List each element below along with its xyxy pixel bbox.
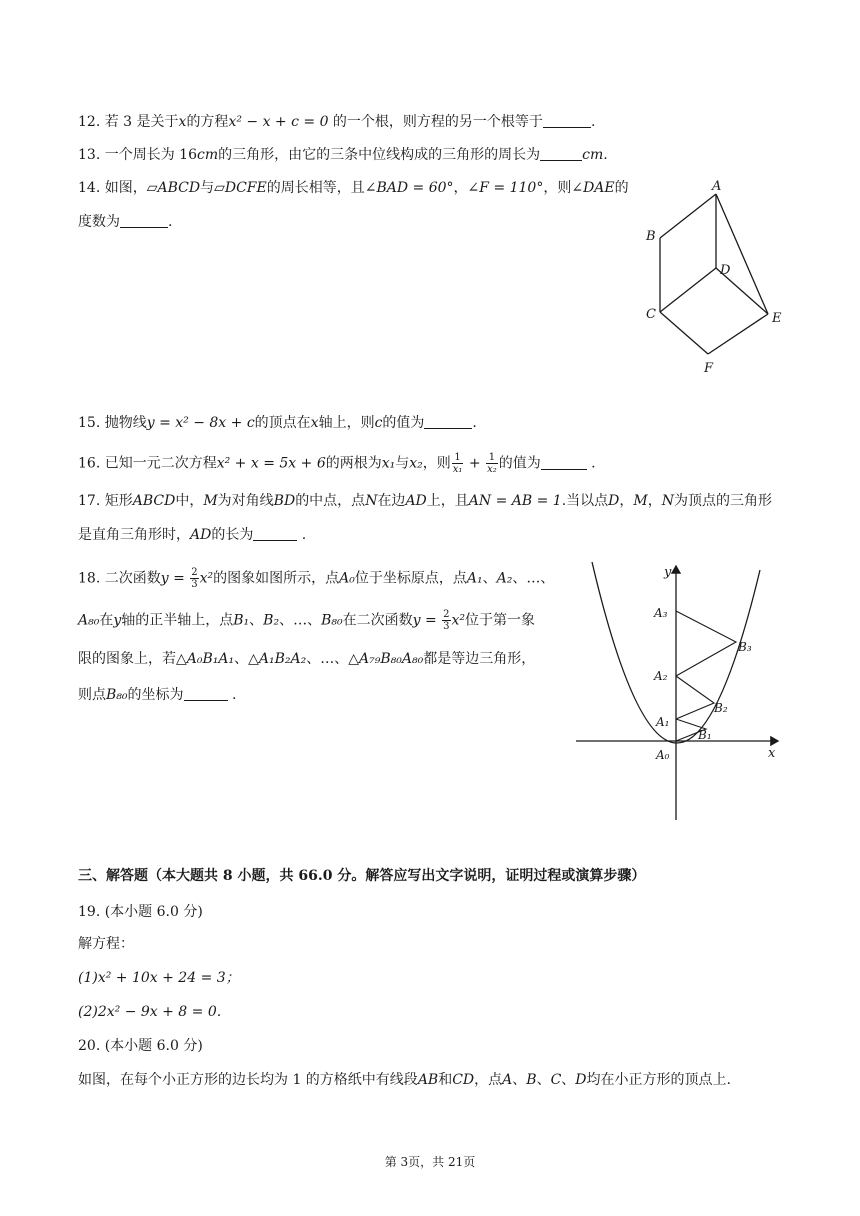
svg-text:A₁: A₁: [656, 715, 670, 729]
question-17-line-2: 是直角三角形时，AD的长为 .: [78, 527, 307, 543]
svg-text:x: x: [768, 746, 776, 761]
label-C: C: [646, 307, 656, 322]
page-footer: 第 3页，共 21页: [384, 1155, 476, 1169]
question-13: 13. 一个周长为 16cm的三角形，由它的三条中位线构成的三角形的周长为 cm.: [78, 147, 608, 163]
answer-blank: [543, 113, 591, 128]
question-14-line-1: 14. 如图，▱ABCD与▱DCFE的周长相等，且∠BAD = 60°，∠F = 110°，则∠DAE的: [78, 180, 629, 196]
svg-text:A₂: A₂: [654, 669, 668, 683]
answer-blank: [253, 526, 297, 541]
answer-blank: [184, 686, 228, 701]
question-19-equation-2: (2)2x² − 9x + 8 = 0.: [78, 1004, 222, 1020]
triangle-3: [676, 611, 736, 676]
answer-blank: [120, 213, 168, 228]
label-E: E: [772, 311, 782, 326]
question-18-line-4: 则点B₈₀的坐标为 .: [78, 687, 237, 703]
parallelogram-figure: [636, 172, 796, 378]
question-19-header: 19. (本小题 6.0 分): [78, 904, 203, 920]
svg-text:y: y: [664, 565, 672, 580]
label-F: F: [704, 361, 714, 376]
parabola-figure: [574, 558, 786, 824]
svg-text:B₂: B₂: [714, 701, 728, 715]
question-20-header: 20. (本小题 6.0 分): [78, 1038, 203, 1054]
question-17-line-1: 17. 矩形ABCD中，M为对角线BD的中点，点N在边AD上，且AN = AB = 1.当以点D，M，N为顶点的三角形: [78, 493, 772, 509]
answer-blank: [540, 146, 582, 161]
svg-text:B₃: B₃: [738, 640, 752, 654]
question-16: 16. 已知一元二次方程x² + x = 5x + 6的两根为x₁与x₂，则 $\frac{1}{\text{x₁}}$ + $\frac{1}{\text{x₂}}$ 的值为 .: [78, 452, 596, 475]
section-3-title: 三、解答题（本大题共 8 小题，共 66.0 分。解答应写出文字说明，证明过程或演算步骤）: [78, 868, 646, 884]
triangle-2: [676, 676, 714, 719]
question-19-instruction: 解方程：: [78, 936, 134, 952]
label-D: D: [720, 263, 731, 278]
question-19-equation-1: (1)x² + 10x + 24 = 3；: [78, 970, 240, 986]
svg-text:A₀: A₀: [656, 748, 670, 762]
svg-text:B₁: B₁: [698, 728, 712, 742]
question-18-line-1: 18. 二次函数y = $\frac{2}{3}$ x²的图象如图所示，点A₀位于坐标原点，点A₁、A₂、…、: [78, 567, 555, 590]
svg-text:A₃: A₃: [654, 606, 668, 620]
question-18-line-3: 限的图象上，若△A₀B₁A₁、△A₁B₂A₂、…、△A₇₉B₈₀A₈₀都是等边三角形，: [78, 651, 536, 667]
fraction-1-over-x2: $\frac{1}{\text{x₂}}$: [487, 452, 497, 475]
fraction-1-over-x1: $\frac{1}{\text{x₁}}$: [452, 452, 463, 475]
question-20-text: 如图，在每个小正方形的边长均为 1 的方格纸中有线段AB和CD，点A、B、C、D均在小正方形的顶点上.: [78, 1072, 731, 1088]
label-B: B: [646, 229, 656, 244]
question-15: 15. 抛物线y = x² − 8x + c的顶点在x轴上，则c的值为 .: [78, 415, 477, 431]
answer-blank: [424, 414, 472, 429]
answer-blank: [541, 455, 587, 470]
question-14-line-2: 度数为 .: [78, 214, 173, 230]
question-12: 12. 若 3 是关于x的方程x² − x + c = 0 的一个根，则方程的另一个根等于 .: [78, 114, 596, 130]
question-18-line-2: A₈₀在y轴的正半轴上，点B₁、B₂、…、B₈₀在二次函数y = $\frac{2}{3}$ x²位于第一象: [78, 609, 536, 632]
label-A: A: [712, 179, 722, 194]
